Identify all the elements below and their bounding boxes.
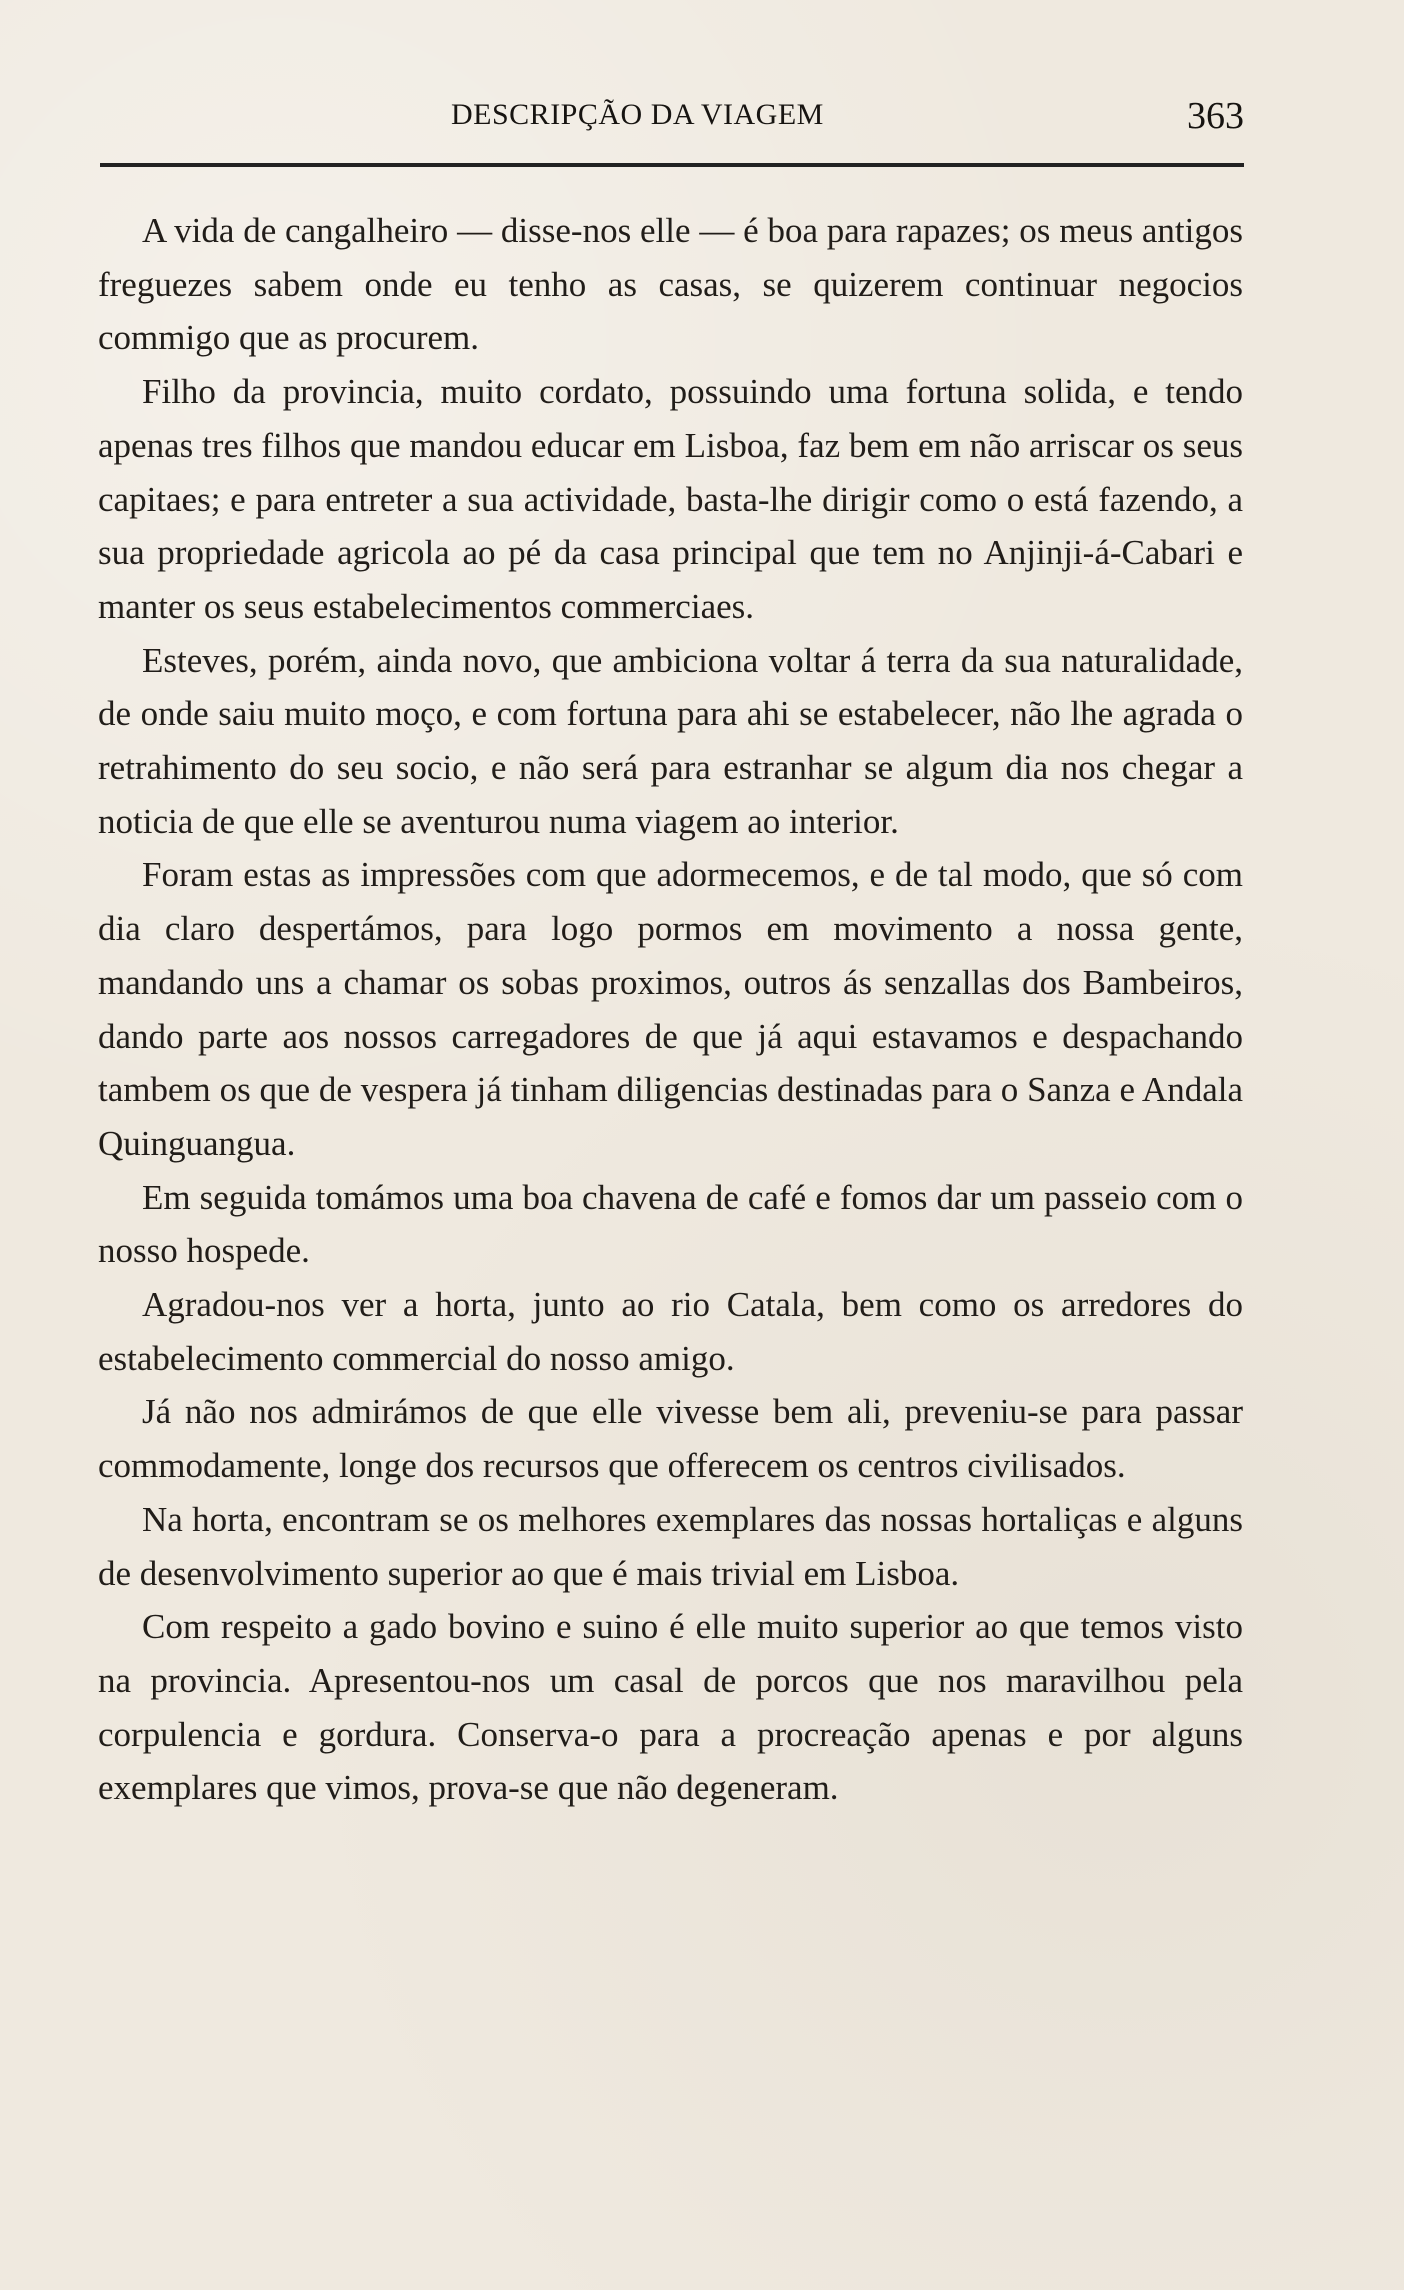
paragraph: Em seguida tomámos uma boa chavena de café e fomos dar um passeio com o nosso hospede. [98, 1177, 1243, 1271]
body-text [98, 204, 1243, 1815]
paragraph: Agradou-nos ver a horta, junto ao rio Catala, bem como os arredores do estabelecimento commercial do nosso amigo. [98, 1285, 1243, 1378]
running-head: DESCRIPÇÃO DA VIAGEM [451, 98, 824, 131]
paragraph: Esteves, porém, ainda novo, que ambiciona voltar á terra da sua naturalidade, de onde saiu muito moço, e com fortuna para ahi se estabelecer, não lhe agrada o retrahimento do seu socio, e não será para estranhar se algum dia nos chegar a noticia de que elle se aventurou numa viagem ao interior. [98, 640, 1243, 841]
page-number: 363 [1187, 95, 1244, 137]
header-rule [100, 163, 1244, 167]
paragraph: Com respeito a gado bovino e suino é elle muito superior ao que temos visto na provincia. Apresentou-nos um casal de porcos que nos maravilhou pela corpulencia e gordura. Conserva-o para a procreação apenas e por alguns exemplares que vimos, prova-se que não degeneram. [98, 1607, 1243, 1808]
paragraph: A vida de cangalheiro — disse-nos elle — é boa para rapazes; os meus antigos freguezes sabem onde eu tenho as casas, se quizerem continuar negocios commigo que as procurem. [98, 211, 1243, 358]
paragraph: Na horta, encontram se os melhores exemplares das nossas hortaliças e alguns de desenvolvimento superior ao que é mais trivial em Lisboa. [98, 1499, 1243, 1593]
paragraph: Filho da provincia, muito cordato, possuindo uma fortuna solida, e tendo apenas tres filhos que mandou educar em Lisboa, faz bem em não arriscar os seus capitaes; e para entreter a sua actividade, basta-lhe dirigir como o está fazendo, a sua propriedade agricola ao pé da casa principal que tem no Anjinji-á-Cabari e manter os seus estabelecimentos commerciaes. [98, 372, 1243, 626]
paragraph: Já não nos admirámos de que elle vivesse bem ali, preveniu-se para passar commodamente, longe dos recursos que offerecem os centros civilisados. [98, 1392, 1243, 1486]
page-header [100, 94, 1244, 138]
paragraph: Foram estas as impressões com que adormecemos, e de tal modo, que só com dia claro despertámos, para logo pormos em movimento a nossa gente, mandando uns a chamar os sobas proximos, outros ás senzallas dos Bambeiros, dando parte aos nossos carregadores de que já aqui estavamos e despachando tambem os que de vespera já tinham diligencias destinadas para o Sanza e Andala Quinguangua. [98, 855, 1243, 1163]
